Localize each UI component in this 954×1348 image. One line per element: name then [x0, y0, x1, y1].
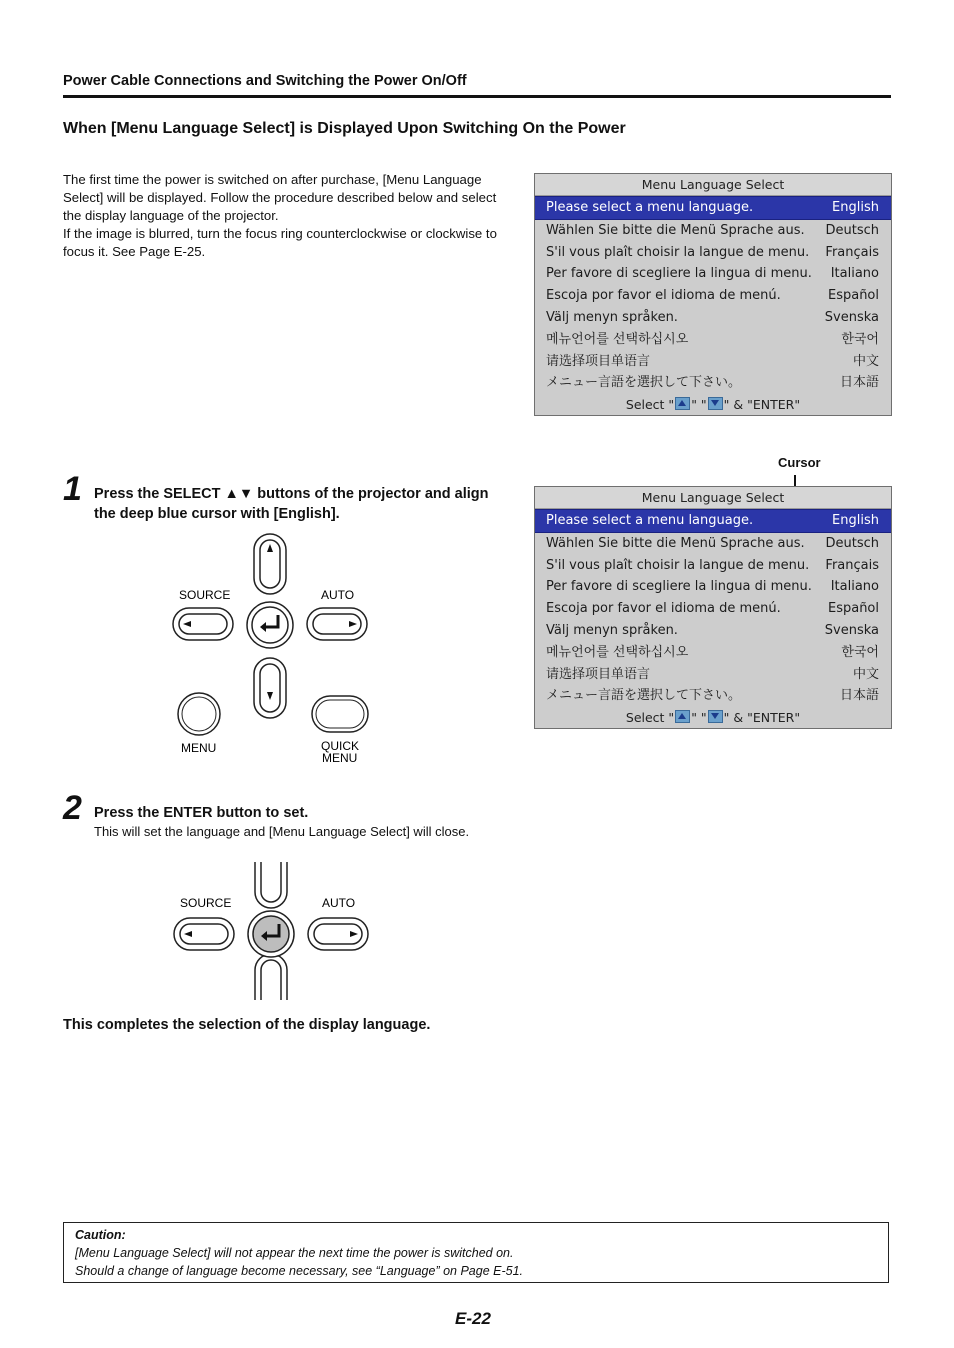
source-left-button[interactable] — [174, 918, 234, 950]
menu-row-prompt: 请选择项目单语言 — [546, 666, 651, 682]
source-left-button[interactable] — [173, 608, 233, 640]
down-arrow-icon — [708, 397, 723, 410]
caution-title: Caution: — [75, 1228, 126, 1242]
quick-menu-label: MENU — [322, 751, 358, 765]
footer-mid: " " — [691, 710, 707, 726]
keypad-diagram-enter — [165, 862, 380, 1002]
menu-rows — [535, 196, 891, 394]
step-1-text: Press the SELECT ▲▼ buttons of the projector and align the deep blue cursor with [English]. — [94, 486, 489, 522]
intro-paragraph-2: If the image is blurred, turn the focus ring counterclockwise or clockwise to focus it. See Page E-25. — [63, 226, 497, 259]
menu-row-prompt: 메뉴언어를 선택하십시오 — [546, 644, 689, 660]
menu-language-row[interactable] — [535, 220, 891, 242]
menu-language-row[interactable] — [535, 351, 891, 373]
source-label: SOURCE — [179, 588, 231, 602]
menu-row-language: 日本語 — [839, 375, 879, 391]
auto-right-button[interactable] — [307, 608, 367, 640]
menu-label: MENU — [181, 741, 217, 755]
menu-language-row[interactable] — [535, 642, 891, 664]
menu-language-row[interactable] — [535, 620, 891, 642]
menu-language-row[interactable] — [535, 664, 891, 686]
enter-button[interactable] — [248, 911, 294, 957]
menu-language-row[interactable] — [535, 685, 891, 707]
menu-row-language: Svenska — [824, 622, 879, 638]
menu-language-row[interactable] — [535, 285, 891, 307]
select-down-button[interactable] — [255, 954, 287, 1000]
menu-language-row[interactable] — [535, 533, 891, 555]
menu-row-language: 日本語 — [839, 688, 879, 704]
up-arrow-icon — [675, 397, 690, 410]
intro-text — [63, 171, 505, 261]
menu-language-row[interactable] — [535, 196, 891, 220]
caution-line-2: Should a change of language become necessary, see “Language” on Page E-51. — [75, 1264, 524, 1278]
menu-row-prompt: Välj menyn språken. — [546, 622, 678, 638]
footer-suffix: " & "ENTER" — [723, 710, 801, 726]
menu-row-prompt: メニュー言語を選択して下さい。 — [546, 688, 742, 704]
menu-footer — [535, 707, 891, 728]
step-2-text: Press the ENTER button to set. — [94, 805, 309, 821]
menu-row-language: 한국어 — [841, 644, 879, 660]
caution-line-1: [Menu Language Select] will not appear the next time the power is switched on. — [75, 1246, 514, 1260]
menu-row-prompt: Wählen Sie bitte die Menü Sprache aus. — [546, 222, 805, 238]
menu-language-row[interactable] — [535, 329, 891, 351]
intro-paragraph-1: The first time the power is switched on after purchase, [Menu Language Select] will be displayed. Follow the procedure described below and select the display language of the projector. — [63, 172, 497, 223]
keypad-diagram-full — [165, 532, 380, 772]
footer-suffix: " & "ENTER" — [723, 397, 801, 413]
menu-row-language: 한국어 — [841, 331, 879, 347]
menu-row-prompt: S'il vous plaît choisir la langue de menu. — [546, 557, 810, 573]
step-2-subtext: This will set the language and [Menu Language Select] will close. — [94, 824, 470, 839]
menu-row-prompt: 请选择项目单语言 — [546, 353, 651, 369]
menu-row-language: Italiano — [830, 266, 879, 282]
menu-language-row[interactable] — [535, 576, 891, 598]
menu-title: Menu Language Select — [535, 487, 891, 509]
cursor-label: Cursor — [778, 455, 821, 470]
select-up-button[interactable] — [255, 862, 287, 908]
menu-title: Menu Language Select — [535, 174, 891, 196]
up-arrow-icon — [675, 710, 690, 723]
menu-language-row[interactable] — [535, 555, 891, 577]
menu-row-prompt: Per favore di scegliere la lingua di menu. — [546, 579, 812, 595]
menu-row-prompt: メニュー言語を選択して下さい。 — [546, 375, 742, 391]
quick-label: QUICK — [321, 739, 360, 753]
source-label: SOURCE — [180, 896, 232, 910]
footer-mid: " " — [691, 397, 707, 413]
quick-menu-button[interactable] — [312, 696, 368, 732]
caution-box — [63, 1222, 889, 1283]
select-up-button[interactable] — [254, 534, 286, 594]
auto-label: AUTO — [322, 896, 356, 910]
menu-language-row[interactable] — [535, 509, 891, 533]
section-title: Power Cable Connections and Switching the Power On/Off — [63, 73, 467, 89]
menu-row-prompt: Per favore di scegliere la lingua di menu. — [546, 266, 812, 282]
menu-language-select-screen-1 — [534, 173, 892, 416]
menu-footer — [535, 394, 891, 415]
enter-button[interactable] — [247, 602, 293, 648]
menu-row-language: Italiano — [830, 579, 879, 595]
auto-right-button[interactable] — [308, 918, 368, 950]
menu-rows — [535, 509, 891, 707]
footer-prefix: Select " — [625, 397, 675, 413]
menu-row-language: Español — [827, 601, 879, 617]
page-heading: When [Menu Language Select] is Displayed Upon Switching On the Power — [63, 120, 626, 137]
page-number: E-22 — [455, 1309, 491, 1328]
menu-row-language: Deutsch — [825, 222, 879, 238]
menu-language-row[interactable] — [535, 598, 891, 620]
menu-row-language: Français — [825, 244, 879, 260]
menu-row-prompt: Wählen Sie bitte die Menü Sprache aus. — [546, 535, 805, 551]
completion-text: This completes the selection of the display language. — [63, 1017, 431, 1033]
menu-language-row[interactable] — [535, 372, 891, 394]
menu-row-language: English — [832, 513, 879, 528]
header-rule — [63, 95, 891, 98]
menu-row-language: Svenska — [824, 309, 879, 325]
menu-language-row[interactable] — [535, 307, 891, 329]
menu-row-prompt: Escoja por favor el idioma de menú. — [546, 288, 781, 304]
down-arrow-icon — [708, 710, 723, 723]
menu-row-prompt: Välj menyn språken. — [546, 309, 678, 325]
step-2-number: 2 — [63, 789, 82, 827]
select-down-button[interactable] — [254, 658, 286, 718]
step-1-number: 1 — [63, 470, 82, 508]
menu-row-language: English — [832, 200, 879, 215]
menu-row-prompt: 메뉴언어를 선택하십시오 — [546, 331, 689, 347]
menu-language-row[interactable] — [535, 242, 891, 264]
menu-button[interactable] — [178, 693, 220, 735]
auto-label: AUTO — [321, 588, 355, 602]
footer-prefix: Select " — [625, 710, 675, 726]
menu-row-language: Deutsch — [825, 535, 879, 551]
menu-row-prompt: Please select a menu language. — [546, 200, 754, 215]
menu-row-prompt: Escoja por favor el idioma de menú. — [546, 601, 781, 617]
menu-language-row[interactable] — [535, 263, 891, 285]
menu-row-language: 中文 — [852, 353, 879, 369]
menu-language-select-screen-2 — [534, 486, 892, 729]
menu-row-prompt: Please select a menu language. — [546, 513, 754, 528]
menu-row-language: 中文 — [852, 666, 879, 682]
menu-row-prompt: S'il vous plaît choisir la langue de menu. — [546, 244, 810, 260]
menu-row-language: Français — [825, 557, 879, 573]
menu-row-language: Español — [827, 288, 879, 304]
